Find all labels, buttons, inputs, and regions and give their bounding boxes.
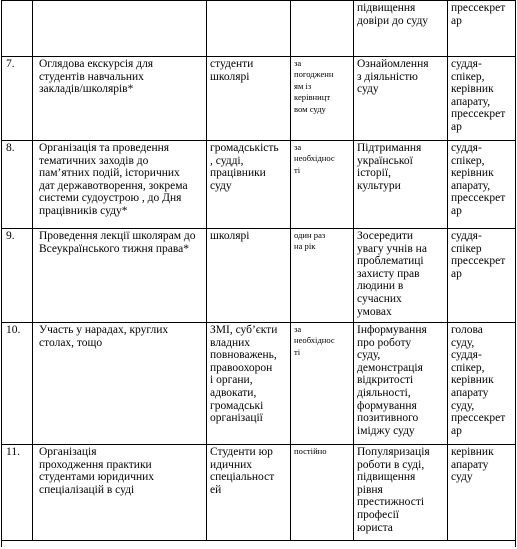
participants-line: , судді, <box>210 154 244 167</box>
event-name-line: проходження практики <box>39 458 152 471</box>
participants-line: идичних <box>210 458 253 471</box>
row-number <box>2 141 33 229</box>
row-number-text: 11. <box>6 446 20 458</box>
goal-line: увагу учнів на <box>357 242 427 255</box>
goal-line: історії, <box>357 167 391 180</box>
responsible <box>448 57 516 141</box>
term <box>291 141 354 229</box>
term-line: один раз <box>294 230 326 240</box>
term-line: на рік <box>294 241 316 252</box>
event-name-line: системи судоустрою , до Дня <box>39 192 182 205</box>
goal-line: підвищення <box>357 2 416 14</box>
event-name-line: Всеукраїнського тижня права* <box>39 242 190 255</box>
responsible-line: апарату <box>451 386 489 399</box>
participants-line: Студенти юр <box>210 446 273 458</box>
participants-line: спеціальност <box>210 471 275 484</box>
table-row <box>2 323 516 445</box>
participants-line: владних <box>210 336 251 349</box>
goal-line: з діяльністю <box>357 70 418 83</box>
goal-line: діяльності, <box>357 386 411 399</box>
goal-line: іміджу суду <box>357 424 415 437</box>
responsible <box>448 323 516 445</box>
responsible-line: керівник <box>451 83 494 96</box>
responsible-line: прессекрет <box>451 412 506 425</box>
participants-line: адвокати, <box>210 386 257 399</box>
goal-line: Підтримання <box>357 142 422 154</box>
activity-plan-table <box>1 0 516 547</box>
responsible-line: суддя- <box>451 349 482 362</box>
participants-line: школярі <box>210 230 250 242</box>
goal-line: демонстрація <box>357 361 423 374</box>
responsible-line: прессекрет <box>451 192 506 205</box>
row-number-text: 9. <box>6 230 15 242</box>
responsible-line: ар <box>451 204 462 217</box>
responsible-line: ар <box>451 120 462 133</box>
responsible-line: голова <box>451 324 483 336</box>
term-line: за <box>294 142 302 152</box>
term <box>291 323 354 445</box>
event-name-line: спеціалізацій в суді <box>39 483 135 496</box>
row-number <box>2 229 33 323</box>
responsible-line: ар <box>451 267 462 280</box>
event-name <box>33 323 207 445</box>
term-line: ям із <box>294 80 312 91</box>
responsible-line: прессекрет <box>451 255 506 268</box>
term-line: за <box>294 324 302 334</box>
participants-line: ей <box>210 483 222 496</box>
event-name-line: столах, тощо <box>39 336 103 349</box>
term <box>291 445 354 541</box>
term-line: за <box>294 58 302 68</box>
participants-line: громадськість <box>210 142 279 154</box>
responsible-line: ар <box>451 424 462 437</box>
responsible-line: керівник <box>451 446 494 458</box>
table-row <box>2 229 516 323</box>
responsible-line: спікер, <box>451 154 485 167</box>
participants-line: студенти <box>210 58 254 70</box>
participants <box>207 1 291 57</box>
goal-line: культури <box>357 179 401 192</box>
goal-line: довіри до суду <box>357 14 429 27</box>
table-row <box>2 445 516 541</box>
participants-line: повноважень, <box>210 349 277 362</box>
goal-line: позитивного <box>357 412 419 425</box>
goal-line: роботи в суді, <box>357 458 425 471</box>
event-name <box>33 57 207 141</box>
participants-line: ЗМІ, суб’єкти <box>210 324 278 336</box>
event-name-line: Організація та проведення <box>39 142 170 154</box>
row-number-text: 10. <box>6 324 21 336</box>
event-name-line: студентами юридичних <box>39 471 155 484</box>
responsible <box>448 445 516 541</box>
goal-line: юриста <box>357 521 393 534</box>
responsible-line: суддя- <box>451 142 482 154</box>
participants-line: громадські <box>210 399 264 412</box>
goal-line: професії <box>357 508 399 521</box>
participants-line: і органи, <box>210 374 253 387</box>
responsible <box>448 141 516 229</box>
term-line: ті <box>294 346 301 357</box>
responsible-line: прессекрет <box>451 108 506 121</box>
participants-line: організації <box>210 412 263 425</box>
responsible <box>448 1 516 57</box>
participants-line: школярі <box>210 70 250 83</box>
responsible-line: суддя- <box>451 230 482 242</box>
table-row-partial <box>2 541 516 547</box>
term <box>291 57 354 141</box>
goal <box>354 323 448 445</box>
event-name-line: працівників суду* <box>39 204 128 217</box>
goal-line: рівня <box>357 483 383 496</box>
term-line: постійно <box>294 446 327 456</box>
goal-line: Зосередити <box>357 230 414 242</box>
row-number-text: 7. <box>6 58 15 70</box>
responsible-line: суддя- <box>451 58 482 70</box>
responsible-line: керівник <box>451 167 494 180</box>
table-row <box>2 1 516 57</box>
participants <box>207 229 291 323</box>
participants-line: суду <box>210 179 232 192</box>
goal-line: Інформування <box>357 324 427 336</box>
goal <box>354 57 448 141</box>
event-name-line: студентів навчальних <box>39 70 144 83</box>
event-name-line: Проведення лекції школярам до <box>39 230 196 242</box>
event-name <box>33 229 207 323</box>
responsible-line: спікер, <box>451 361 485 374</box>
goal-line: проблематиці <box>357 255 424 268</box>
event-name-line: дат державотворення, зокрема <box>39 179 188 192</box>
responsible-line: спікер <box>451 242 482 255</box>
goal-line: сучасних <box>357 292 402 305</box>
term <box>291 1 354 57</box>
goal <box>354 229 448 323</box>
event-name-line: Участь у нарадах, круглих <box>39 324 169 336</box>
event-name <box>33 141 207 229</box>
term <box>291 229 354 323</box>
participants <box>207 323 291 445</box>
goal-line: про роботу <box>357 336 412 349</box>
event-name-line: тематичних заходів до <box>39 154 149 167</box>
goal-line: суду, <box>357 349 381 362</box>
goal-line: престижності <box>357 496 425 509</box>
goal-line: відкритості <box>357 374 414 387</box>
goal-line: Популяризація <box>357 446 430 458</box>
goal-line: української <box>357 154 413 167</box>
term-line: погодженн <box>294 69 334 80</box>
responsible-line: апарату <box>451 458 489 471</box>
responsible-line: ар <box>451 14 462 27</box>
responsible-line: суду, <box>451 399 475 412</box>
responsible <box>448 229 516 323</box>
table-row <box>2 57 516 141</box>
next-row-stub <box>2 541 516 547</box>
responsible-line: керівник <box>451 374 494 387</box>
responsible-line: суду, <box>451 336 475 349</box>
goal-line: формування <box>357 399 417 412</box>
table-row <box>2 141 516 229</box>
event-name <box>33 445 207 541</box>
term-line: необхіднос <box>294 335 335 346</box>
participants <box>207 57 291 141</box>
goal-line: умовах <box>357 305 392 318</box>
participants-line: працівники <box>210 167 266 180</box>
responsible-line: апарату, <box>451 179 491 192</box>
goal <box>354 445 448 541</box>
responsible-line: апарату, <box>451 95 491 108</box>
responsible-line: суду <box>451 471 473 484</box>
row-number <box>2 57 33 141</box>
event-name <box>33 1 207 57</box>
event-name-line: Організація <box>39 446 97 458</box>
term-line: керівницт <box>294 92 331 103</box>
goal-line: підвищення <box>357 471 416 484</box>
row-number-text: 8. <box>6 142 15 154</box>
row-number <box>2 323 33 445</box>
event-name-line: закладів/школярів* <box>39 83 134 96</box>
participants <box>207 445 291 541</box>
goal-line: захисту прав <box>357 267 420 280</box>
row-number <box>2 445 33 541</box>
term-line: ті <box>294 164 301 175</box>
term-line: вом суду <box>294 103 326 114</box>
term-line: необхіднос <box>294 153 335 164</box>
goal-line: Ознайомлення <box>357 58 429 70</box>
goal <box>354 1 448 57</box>
goal <box>354 141 448 229</box>
goal-line: суду <box>357 83 379 96</box>
responsible-line: спікер, <box>451 70 485 83</box>
row-number <box>2 1 33 57</box>
goal-line: людини в <box>357 280 404 293</box>
event-name-line: Оглядова екскурсія для <box>39 58 154 70</box>
participants <box>207 141 291 229</box>
event-name-line: пам’ятних подій, історичних <box>39 167 180 180</box>
responsible-line: прессекрет <box>451 2 506 14</box>
participants-line: правоохорон <box>210 361 273 374</box>
